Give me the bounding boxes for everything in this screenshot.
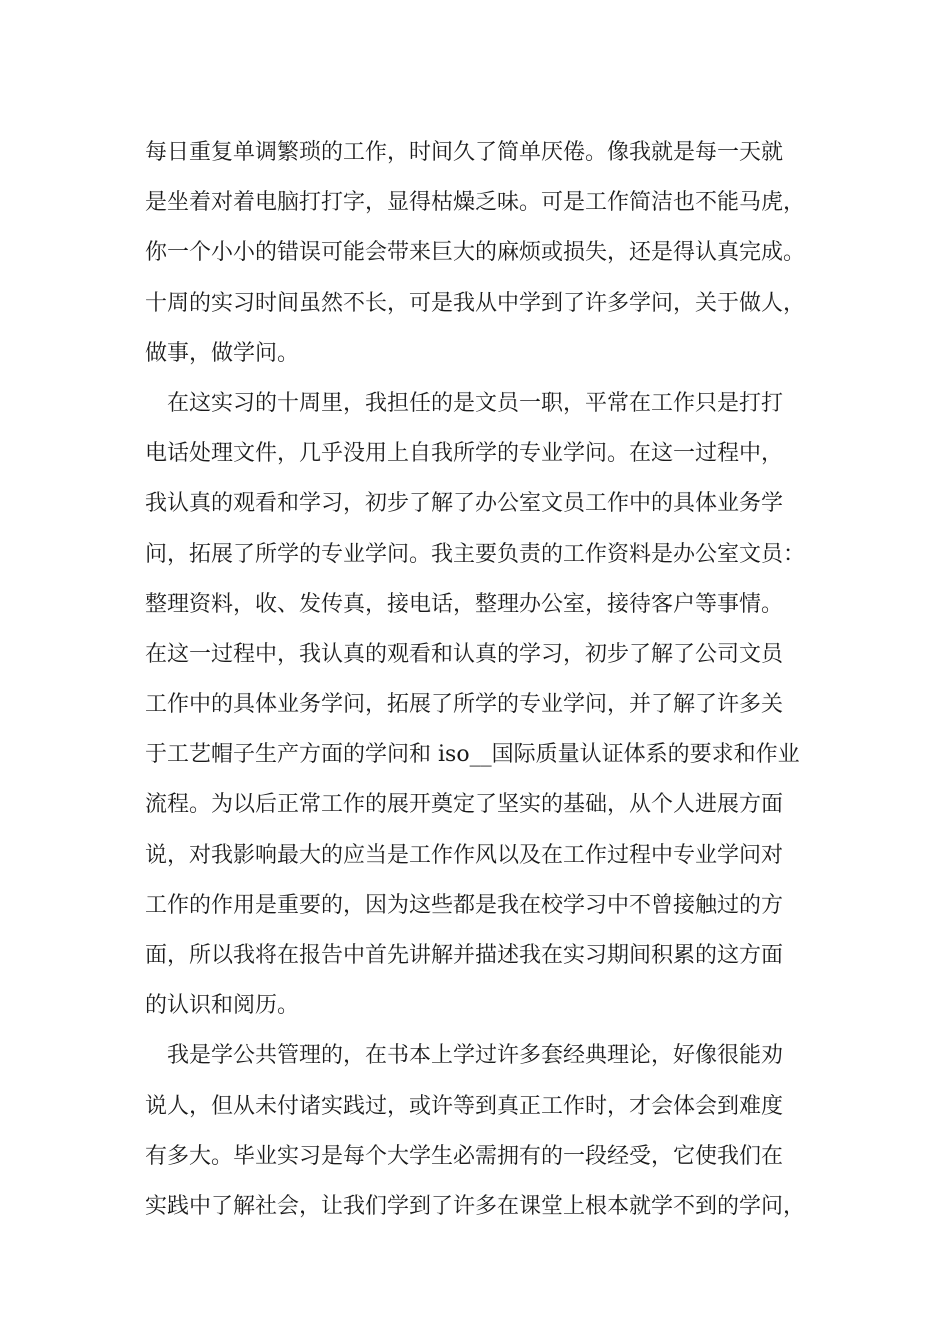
text-line: 我认真的观看和学习，初步了解了办公室文员工作中的具体业务学 [145, 491, 784, 517]
text-line: 我是学公共管理的，在书本上学过许多套经典理论，好像很能劝 [167, 1043, 784, 1069]
text-line: 工作中的具体业务学问，拓展了所学的专业学问，并了解了许多关 [145, 692, 784, 718]
text-line: 说，对我影响最大的应当是工作作风以及在工作过程中专业学问对 [145, 842, 784, 868]
text-line: 有多大。毕业实习是每个大学生必需拥有的一段经受，它使我们在 [145, 1143, 784, 1169]
text-line: 整理资料，收、发传真，接电话，整理办公室，接待客户等事情。 [145, 591, 784, 617]
paragraph-3 [145, 1031, 825, 1232]
text-line: 电话处理文件，几乎没用上自我所学的专业学问。在这一过程中， [145, 441, 784, 467]
text-line: 十周的实习时间虽然不长，可是我从中学到了许多学问，关于做人， [145, 290, 806, 316]
text-line: 面，所以我将在报告中首先讲解并描述我在实习期间积累的这方面 [145, 943, 784, 968]
text-line: 做事，做学问。 [145, 340, 300, 366]
text-line: 实践中了解社会，让我们学到了许多在课堂上根本就学不到的学问， [145, 1193, 806, 1219]
text-line: 流程。为以后正常工作的展开奠定了坚实的基础，从个人进展方面 [145, 792, 784, 818]
paragraph-2 [145, 379, 825, 1031]
text-line: 你一个小小的错误可能会带来巨大的麻烦或损失，还是得认真完成。 [145, 240, 806, 266]
text-line: 工作的作用是重要的，因为这些都是我在校学习中不曾接触过的方 [145, 892, 784, 918]
text-line: 在这实习的十周里，我担任的是文员一职，平常在工作只是打打 [167, 390, 784, 416]
text-line: 于工艺帽子生产方面的学问和 iso__国际质量认证体系的要求和作业 [145, 742, 800, 768]
paragraph-1 [145, 128, 825, 379]
text-line: 问，拓展了所学的专业学问。我主要负责的工作资料是办公室文员： [145, 541, 806, 567]
text-line: 是坐着对着电脑打打字，显得枯燥乏味。可是工作简洁也不能马虎， [145, 190, 806, 216]
text-line: 的认识和阅历。 [145, 993, 300, 1019]
document-body [145, 128, 825, 1232]
text-line: 在这一过程中，我认真的观看和认真的学习，初步了解了公司文员 [145, 641, 784, 667]
text-line: 说人，但从未付诸实践过，或许等到真正工作时，才会体会到难度 [145, 1093, 784, 1119]
text-line: 每日重复单调繁琐的工作，时间久了简单厌倦。像我就是每一天就 [145, 140, 784, 165]
